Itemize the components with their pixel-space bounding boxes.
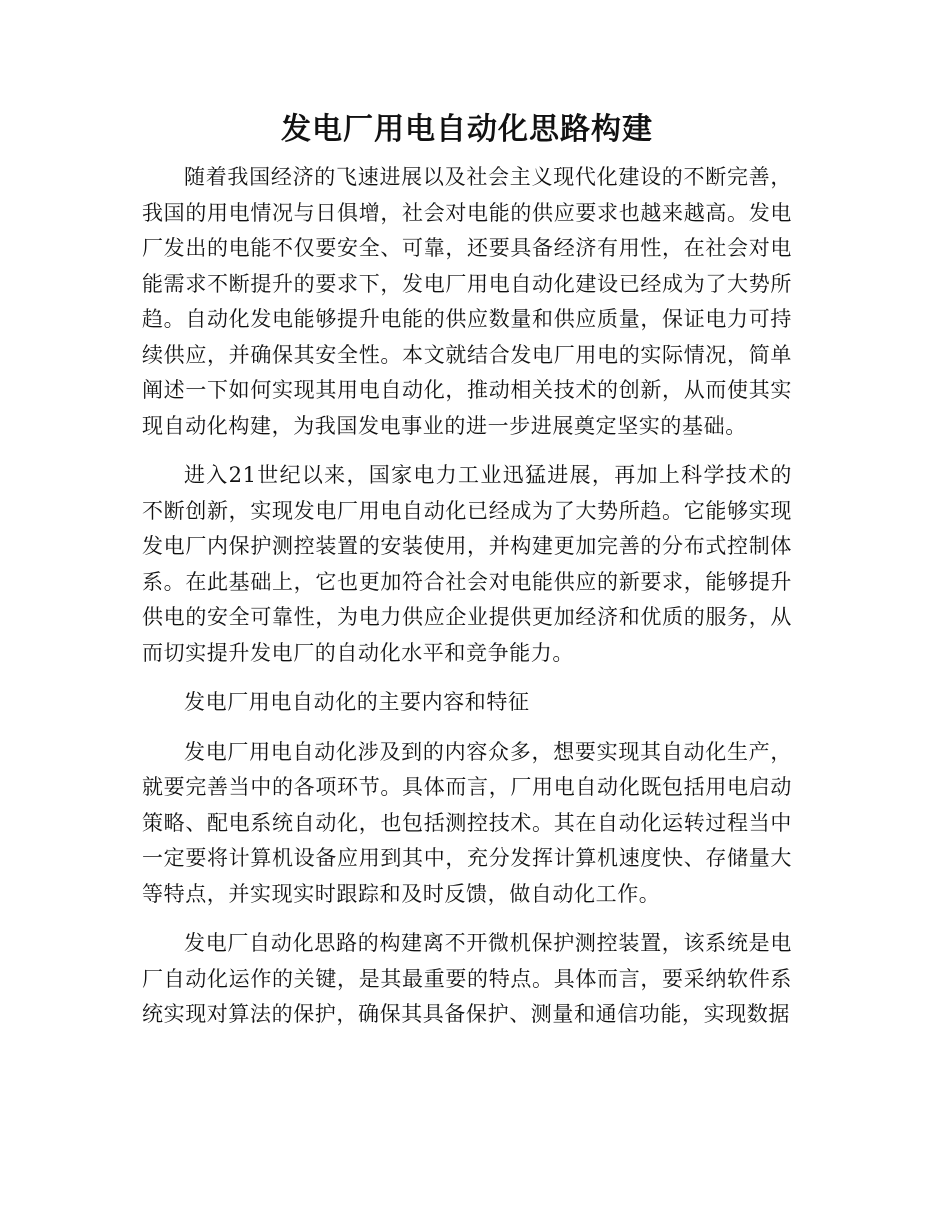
document-page (142, 108, 792, 1047)
paragraph-protection-device: 发电厂自动化思路的构建离不开微机保护测控装置，该系统是电厂自动化运作的关键，是其最重要的特点。具体而言，要采纳软件系统实现对算法的保护，确保其具备保护、测量和通信功能，实现数据 (142, 931, 792, 1026)
paragraph-21st-century: 进入21世纪以来，国家电力工业迅猛进展，再加上科学技术的不断创新，实现发电厂用电自动化已经成为了大势所趋。它能够实现发电厂内保护测控装置的安装使用，并构建更加完善的分布式控制体系。在此基础上，它也更加符合社会对电能供应的新要求，能够提升供电的安全可靠性，为电力供应企业提供更加经济和优质的服务，从而切实提升发电厂的自动化水平和竞争能力。 (142, 463, 792, 665)
paragraph-intro: 随着我国经济的飞速进展以及社会主义现代化建设的不断完善，我国的用电情况与日俱增，社会对电能的供应要求也越来越高。发电厂发出的电能不仅要安全、可靠，还要具备经济有用性，在社会对电能需求不断提升的要求下，发电厂用电自动化建设已经成为了大势所趋。自动化发电能够提升电能的供应数量和供应质量，保证电力可持续供应，并确保其安全性。本文就结合发电厂用电的实际情况，简单阐述一下如何实现其用电自动化，推动相关技术的创新，从而使其实现自动化构建，为我国发电事业的进一步进展奠定坚实的基础。 (142, 165, 792, 438)
section-heading-main-content: 发电厂用电自动化的主要内容和特征 (184, 690, 530, 714)
paragraph-main-content: 发电厂用电自动化涉及到的内容众多，想要实现其自动化生产，就要完善当中的各项环节。具体而言，厂用电自动化既包括用电启动策略、配电系统自动化，也包括测控技术。其在自动化运转过程当中一定要将计算机设备应用到其中，充分发挥计算机速度快、存储量大等特点，并实现实时跟踪和及时反馈，做自动化工作。 (142, 739, 792, 906)
document-title: 发电厂用电自动化思路构建 (281, 112, 653, 147)
